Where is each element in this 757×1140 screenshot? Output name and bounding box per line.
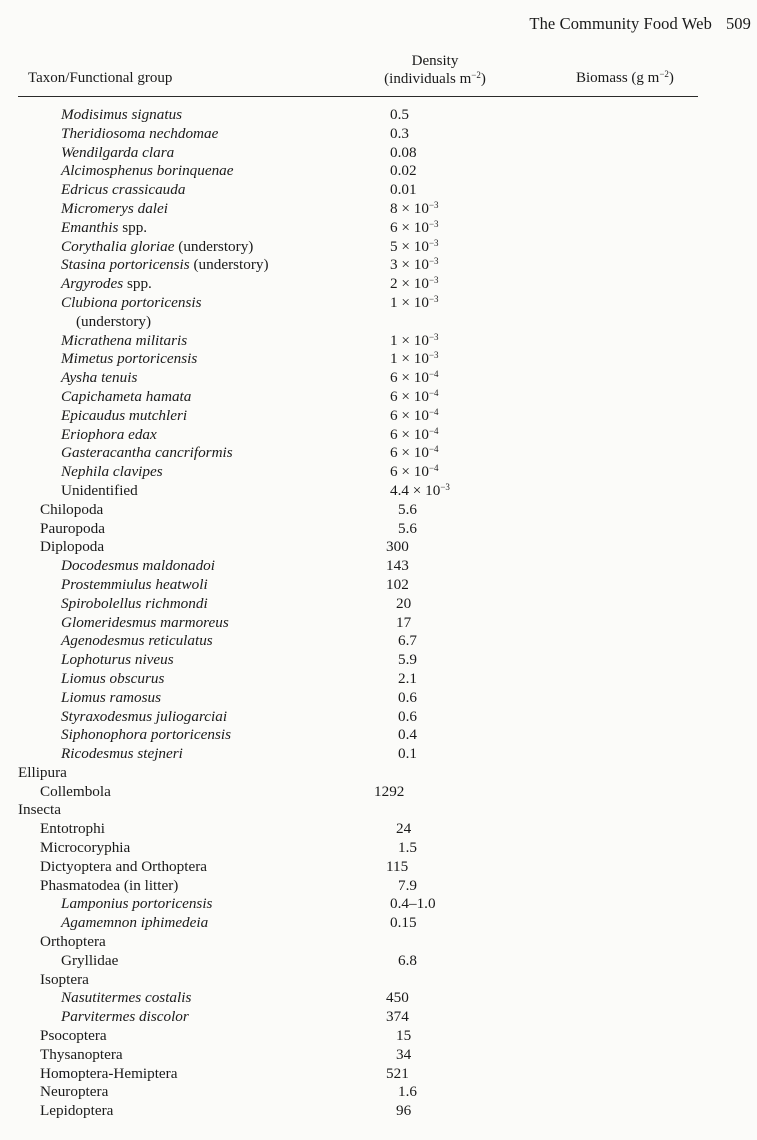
taxon-name: Dictyoptera and Orthoptera	[40, 857, 207, 875]
density-value: $3 \times 10^{-3}$	[390, 256, 439, 274]
table-row	[0, 914, 757, 933]
table-row	[0, 952, 757, 971]
taxon-name: Nephila clavipes	[61, 463, 163, 481]
table-row	[0, 670, 757, 689]
taxon-name: Homoptera-Hemiptera	[40, 1064, 178, 1082]
density-value: 15	[396, 1027, 412, 1045]
table-row	[0, 294, 757, 332]
table-row	[0, 463, 757, 482]
page-number: 509	[725, 14, 751, 33]
taxon-name: Micrathena militaris	[61, 331, 188, 349]
taxon-name: Aysha tenuis	[61, 369, 138, 387]
density-header-line2: (individuals $m^{-2}$)	[384, 70, 486, 87]
density-value: 2.1	[398, 669, 417, 687]
density-value: 0.3	[390, 124, 409, 142]
taxon-table	[0, 106, 757, 1121]
running-title: The Community Food Web	[529, 14, 712, 33]
density-value: $6 \times 10^{-4}$	[390, 406, 439, 424]
density-value: 0.02	[390, 162, 417, 180]
density-value: 102	[386, 575, 409, 593]
density-value: 5.6	[398, 519, 417, 537]
taxon-name: Unidentified	[61, 481, 138, 499]
taxon-name: Lamponius portoricensis	[61, 895, 213, 913]
density-value: $8 \times 10^{-3}$	[390, 199, 439, 217]
taxon-name: Glomeridesmus marmoreus	[61, 613, 229, 631]
table-row	[0, 426, 757, 445]
density-value: $2 \times 10^{-3}$	[390, 275, 439, 293]
taxon-name: Microcoryphia	[40, 839, 131, 857]
column-header-biomass: Biomass (g $m^{-2}$)	[576, 69, 674, 86]
density-value: 6.7	[398, 632, 417, 650]
table-row	[0, 369, 757, 388]
table-row	[0, 219, 757, 238]
table-row	[0, 256, 757, 275]
taxon-name: Modisimus signatus	[61, 106, 183, 123]
table-row	[0, 162, 757, 181]
table-row	[0, 1046, 757, 1065]
taxon-name: Entotrophi	[40, 820, 105, 838]
table-row	[0, 839, 757, 858]
column-header-density	[370, 52, 500, 88]
taxon-name: Diplopoda	[40, 538, 105, 556]
density-value: 5.9	[398, 651, 417, 669]
table-row	[0, 895, 757, 914]
density-value: $6 \times 10^{-4}$	[390, 425, 439, 443]
density-value: 0.4	[398, 726, 417, 744]
taxon-name: Edricus crassicauda	[61, 181, 186, 199]
taxon-name: Styraxodesmus juliogarciai	[61, 707, 228, 725]
density-value: $4.4 \times 10^{-3}$	[390, 481, 450, 499]
table-row	[0, 745, 757, 764]
taxon-name: Insecta	[18, 801, 62, 819]
taxon-name: Eriophora edax	[61, 425, 157, 443]
taxon-name: Siphonophora portoricensis	[61, 726, 232, 744]
table-row	[0, 200, 757, 219]
table-row	[0, 576, 757, 595]
taxon-name: Liomus obscurus	[61, 669, 165, 687]
density-value: $6 \times 10^{-4}$	[390, 369, 439, 387]
table-row	[0, 1027, 757, 1046]
taxon-name: Capichameta hamata	[61, 387, 192, 405]
table-row	[0, 971, 757, 990]
density-value: 0.01	[390, 181, 417, 199]
density-value: 0.1	[398, 745, 417, 763]
table-row	[0, 614, 757, 633]
taxon-name: Ricodesmus stejneri	[61, 745, 183, 763]
table-row	[0, 783, 757, 802]
table-row	[0, 125, 757, 144]
taxon-name: Parvitermes discolor	[61, 1008, 189, 1026]
table-row	[0, 538, 757, 557]
density-value: 7.9	[398, 876, 417, 894]
table-row	[0, 1065, 757, 1084]
density-value: 1292	[374, 782, 405, 800]
density-value: 5.6	[398, 500, 417, 518]
table-row	[0, 482, 757, 501]
taxon-name: Gasteracantha cancriformis	[61, 444, 233, 462]
header-rule	[18, 96, 698, 97]
density-value: 96	[396, 1102, 412, 1120]
table-row	[0, 388, 757, 407]
density-value: $6 \times 10^{-3}$	[390, 218, 439, 236]
running-head	[529, 14, 751, 34]
taxon-name: Agenodesmus reticulatus	[61, 632, 213, 650]
taxon-name: Theridiosoma nechdomae	[61, 124, 219, 142]
column-header-taxon: Taxon/Functional group	[28, 70, 173, 86]
taxon-name: Lepidoptera	[40, 1102, 114, 1120]
table-row	[0, 444, 757, 463]
table-row	[0, 238, 757, 257]
table-row	[0, 764, 757, 783]
table-row	[0, 332, 757, 351]
table-row	[0, 689, 757, 708]
taxon-name: Micromerys dalei	[61, 199, 168, 217]
density-value: $6 \times 10^{-4}$	[390, 387, 439, 405]
table-row	[0, 989, 757, 1008]
table-row	[0, 520, 757, 539]
density-value: $1 \times 10^{-3}$	[390, 350, 439, 368]
taxon-name: Argyrodes spp.	[61, 275, 152, 293]
taxon-name: Lophoturus niveus	[61, 651, 174, 669]
table-row	[0, 407, 757, 426]
density-header-line1: Density	[411, 53, 459, 69]
table-row	[0, 144, 757, 163]
density-value: 0.08	[390, 143, 417, 161]
taxon-name: Nasutitermes costalis	[61, 989, 192, 1007]
taxon-name: Docodesmus maldonadoi	[61, 557, 215, 575]
taxon-name: Agamemnon iphimedeia	[61, 914, 209, 932]
taxon-name: Ellipura	[18, 763, 67, 781]
density-value: 24	[396, 820, 412, 838]
table-row	[0, 726, 757, 745]
table-row	[0, 877, 757, 896]
taxon-name: Isoptera	[40, 970, 89, 988]
density-value: 20	[396, 594, 412, 612]
table-row	[0, 501, 757, 520]
density-value: 1.6	[398, 1083, 417, 1101]
taxon-name: Emanthis spp.	[61, 218, 148, 236]
density-value: 143	[386, 557, 409, 575]
taxon-name: Clubiona portoricensis (understory)	[61, 293, 202, 330]
density-value: 34	[396, 1045, 412, 1063]
taxon-name: Collembola	[40, 782, 111, 800]
taxon-name: Stasina portoricensis (understory)	[61, 256, 269, 274]
density-value: 1.5	[398, 839, 417, 857]
table-row	[0, 708, 757, 727]
density-value: $1 \times 10^{-3}$	[390, 293, 439, 311]
density-value: 0.5	[390, 106, 409, 123]
density-value: 374	[386, 1008, 409, 1026]
table-row	[0, 181, 757, 200]
table-row	[0, 1008, 757, 1027]
density-value: 521	[386, 1064, 409, 1082]
taxon-name: Neuroptera	[40, 1083, 109, 1101]
taxon-name: Liomus ramosus	[61, 688, 162, 706]
table-row	[0, 651, 757, 670]
taxon-name: Phasmatodea (in litter)	[40, 876, 179, 894]
table-row	[0, 858, 757, 877]
table-row	[0, 801, 757, 820]
table-row	[0, 632, 757, 651]
density-value: 115	[386, 857, 409, 875]
density-value: 300	[386, 538, 409, 556]
taxon-name: Mimetus portoricensis	[61, 350, 198, 368]
taxon-name: Corythalia gloriae (understory)	[61, 237, 254, 255]
density-value: 450	[386, 989, 409, 1007]
taxon-name: Thysanoptera	[40, 1045, 123, 1063]
density-value: $1 \times 10^{-3}$	[390, 331, 439, 349]
table-row	[0, 275, 757, 294]
table-row	[0, 933, 757, 952]
density-value: 0.6	[398, 707, 417, 725]
density-value: 6.8	[398, 951, 417, 969]
density-value: 0.4–1.0	[390, 895, 436, 913]
taxon-name: Prostemmiulus heatwoli	[61, 575, 208, 593]
density-value: 0.6	[398, 688, 417, 706]
table-row	[0, 1102, 757, 1121]
table-row	[0, 595, 757, 614]
taxon-name: Spirobolellus richmondi	[61, 594, 208, 612]
table-row	[0, 106, 757, 125]
density-value: $6 \times 10^{-4}$	[390, 444, 439, 462]
taxon-name: Orthoptera	[40, 933, 106, 951]
density-value: $5 \times 10^{-3}$	[390, 237, 439, 255]
density-value: $6 \times 10^{-4}$	[390, 463, 439, 481]
density-value: 17	[396, 613, 412, 631]
table-row	[0, 557, 757, 576]
table-row	[0, 820, 757, 839]
table-row	[0, 350, 757, 369]
taxon-name: Psocoptera	[40, 1027, 107, 1045]
taxon-name: Wendilgarda clara	[61, 143, 175, 161]
taxon-name: Epicaudus mutchleri	[61, 406, 188, 424]
taxon-name: Gryllidae	[61, 951, 119, 969]
taxon-name: Alcimosphenus borinquenae	[61, 162, 234, 180]
taxon-name: Pauropoda	[40, 519, 105, 537]
table-row	[0, 1083, 757, 1102]
taxon-name: Chilopoda	[40, 500, 104, 518]
density-value: 0.15	[390, 914, 417, 932]
